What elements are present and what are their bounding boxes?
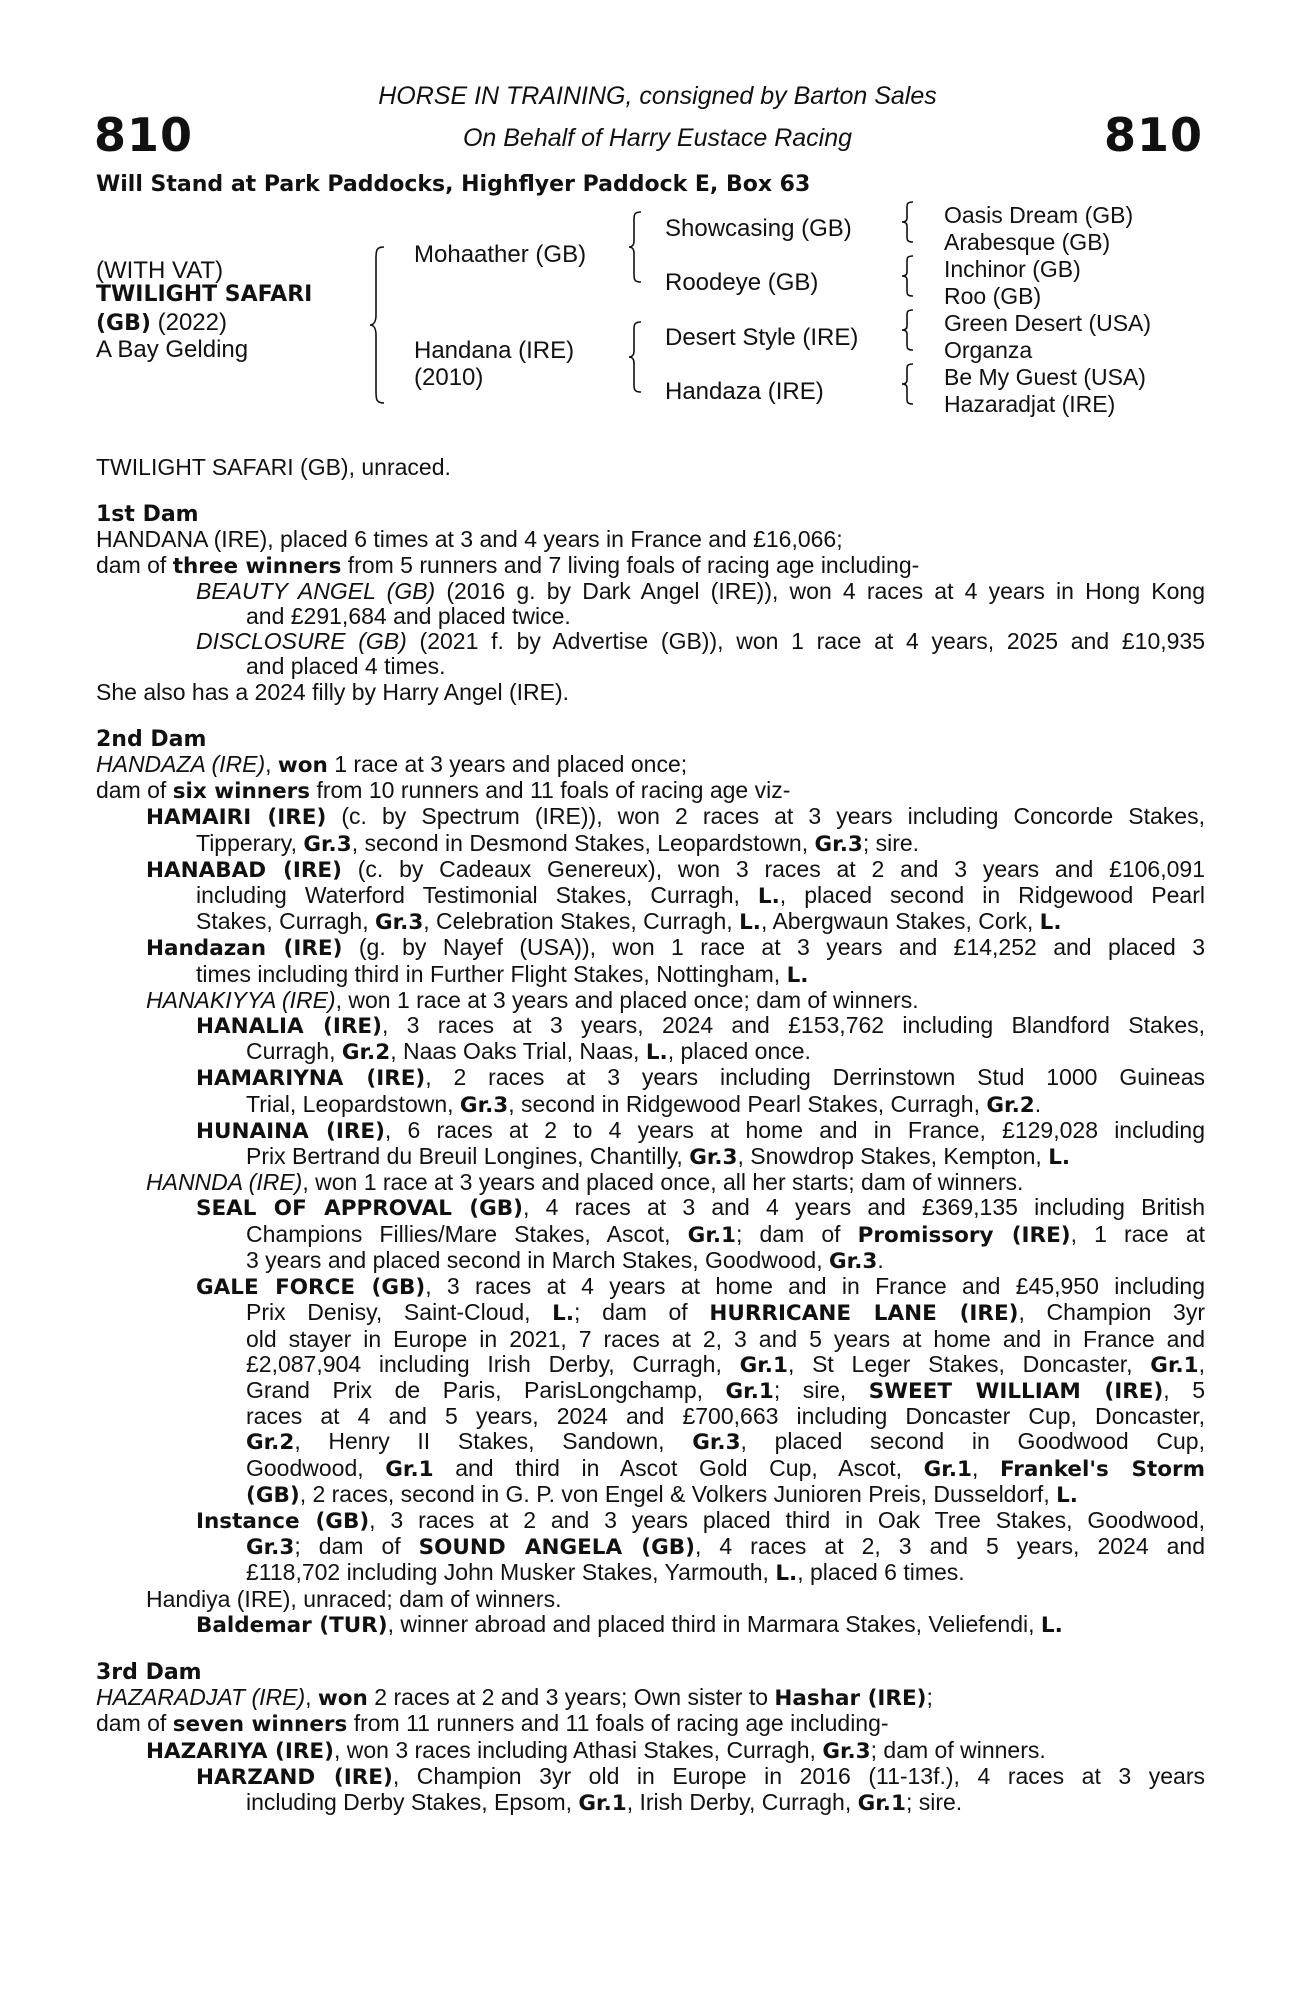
vat-label: (WITH VAT) <box>96 257 224 284</box>
horse-name: TWILIGHT SAFARI <box>96 282 313 307</box>
g3-ancestor: Roo (GB) <box>944 283 1042 309</box>
brace-dam <box>627 320 645 394</box>
produce-entry-cont: Stakes, Curragh, Gr.3, Celebration Stakes, Curragh, L., Abergwaun Stakes, Cork, L. <box>196 908 1062 936</box>
consignment-line: HORSE IN TRAINING, consigned by Barton Sales <box>378 82 937 110</box>
g3-ancestor: Green Desert (USA) <box>944 310 1152 336</box>
brace-g3-1 <box>900 200 916 244</box>
second-dam-line: dam of six winners from 10 runners and 11 foals of racing age viz- <box>96 777 791 805</box>
brace-g3-2 <box>900 254 916 298</box>
grandproduce-entry-cont: Prix Bertrand du Breuil Longines, Chantilly, Gr.3, Snowdrop Stakes, Kempton, L. <box>246 1143 1071 1171</box>
produce-entry: Handazan (IRE) (g. by Nayef (USA)), won 1 race at 3 years and £14,252 and placed 3 <box>146 934 1206 962</box>
first-dam-line: HANDANA (IRE), placed 6 times at 3 and 4 years in France and £16,066; <box>96 526 843 553</box>
grandproduce-entry: HANALIA (IRE), 3 races at 3 years, 2024 and £153,762 including Blandford Stakes, <box>196 1012 1206 1040</box>
grandproduce-entry-cont: old stayer in Europe in 2021, 7 races at 2, 3 and 5 years at home and in France and <box>246 1325 1205 1352</box>
grandproduce-entry-cont: Prix Denisy, Saint-Cloud, L.; dam of HURRICANE LANE (IRE), Champion 3yr <box>246 1299 1205 1327</box>
horse-country-year <box>96 309 227 337</box>
grandproduce-entry-cont: Goodwood, Gr.1 and third in Ascot Gold Cup, Ascot, Gr.1, Frankel's Storm <box>246 1454 1206 1482</box>
sire-sire: Showcasing (GB) <box>665 215 852 242</box>
grandproduce-entry-cont: Grand Prix de Paris, ParisLongchamp, Gr.1; sire, SWEET WILLIAM (IRE), 5 <box>246 1376 1205 1404</box>
produce-entry: HANAKIYYA (IRE), won 1 race at 3 years and placed once; dam of winners. <box>146 986 919 1013</box>
produce-entry: HAMAIRI (IRE) (c. by Spectrum (IRE)), won 2 races at 3 years including Concorde Stakes, <box>146 803 1205 831</box>
grandproduce-entry: SEAL OF APPROVAL (GB), 4 races at 3 and 4 years and £369,135 including British <box>196 1194 1205 1222</box>
grandproduce-entry: Baldemar (TUR), winner abroad and placed third in Marmara Stakes, Veliefendi, L. <box>196 1610 1063 1638</box>
g3-ancestor: Be My Guest (USA) <box>944 364 1146 390</box>
sire: Mohaather (GB) <box>414 241 587 268</box>
grandproduce-entry: Instance (GB), 3 races at 2 and 3 years placed third in Oak Tree Stakes, Goodwood, <box>196 1506 1205 1534</box>
dam: Handana (IRE) <box>414 337 575 364</box>
grandproduce-entry: GALE FORCE (GB), 3 races at 4 years at home and in France and £45,950 including <box>196 1273 1205 1301</box>
sire-dam: Roodeye (GB) <box>665 269 819 296</box>
produce-entry: HANNDA (IRE), won 1 race at 3 years and placed once, all her starts; dam of winners. <box>146 1169 1024 1196</box>
horse-description: A Bay Gelding <box>96 336 249 363</box>
grandproduce-entry-cont: races at 4 and 5 years, 2024 and £700,663 including Doncaster Cup, Doncaster, <box>246 1403 1205 1430</box>
g3-ancestor: Oasis Dream (GB) <box>944 202 1134 228</box>
g3-ancestor: Organza <box>944 337 1033 363</box>
produce-entry-cont: and £291,684 and placed twice. <box>246 603 571 630</box>
produce-entry: BEAUTY ANGEL (GB) (2016 g. by Dark Angel (IRE)), won 4 races at 4 years in Hong Kong <box>196 577 1205 604</box>
dam-dam: Handaza (IRE) <box>665 378 824 405</box>
grandproduce-entry: HUNAINA (IRE), 6 races at 2 to 4 years at home and in France, £129,028 including <box>196 1116 1205 1144</box>
grandproduce-entry-cont: £2,087,904 including Irish Derby, Curragh, Gr.1, St Leger Stakes, Doncaster, Gr.1, <box>246 1350 1205 1378</box>
horse-year: (2022) <box>150 309 227 336</box>
grandproduce-entry-cont: including Derby Stakes, Epsom, Gr.1, Irish Derby, Curragh, Gr.1; sire. <box>246 1788 963 1816</box>
grandproduce-entry-cont: £118,702 including John Musker Stakes, Yarmouth, L., placed 6 times. <box>246 1559 965 1587</box>
stand-location: Will Stand at Park Paddocks, Highflyer Paddock E, Box 63 <box>96 172 811 197</box>
grandproduce-entry-cont: Trial, Leopardstown, Gr.3, second in Ridgewood Pearl Stakes, Curragh, Gr.2. <box>246 1090 1042 1118</box>
grandproduce-entry-cont: Gr.3; dam of SOUND ANGELA (GB), 4 races at 2, 3 and 5 years, 2024 and <box>246 1533 1206 1561</box>
first-dam-line: She also has a 2024 filly by Harry Angel (IRE). <box>96 678 570 705</box>
produce-entry-cont: and placed 4 times. <box>246 653 446 680</box>
horse-country: (GB) <box>96 311 151 336</box>
intro-line: TWILIGHT SAFARI (GB), unraced. <box>96 454 451 480</box>
produce-entry: HANABAD (IRE) (c. by Cadeaux Genereux), won 3 races at 2 and 3 years and £106,091 <box>146 855 1205 883</box>
second-dam-line: HANDAZA (IRE), won 1 race at 3 years and placed once; <box>96 751 688 779</box>
lot-number-left: 810 <box>94 108 194 162</box>
brace-g3-4 <box>900 362 916 406</box>
dam-year: (2010) <box>414 364 484 391</box>
first-dam-heading: 1st Dam <box>96 502 199 528</box>
catalogue-body <box>96 455 1205 1816</box>
g3-ancestor: Inchinor (GB) <box>944 256 1081 282</box>
produce-entry-cont: Tipperary, Gr.3, second in Desmond Stakes, Leopardstown, Gr.3; sire. <box>196 829 920 857</box>
vendor-line: On Behalf of Harry Eustace Racing <box>462 124 853 152</box>
brace-generation-1 <box>368 245 388 405</box>
second-dam-heading: 2nd Dam <box>96 726 207 752</box>
produce-entry-cont: including Waterford Testimonial Stakes, Curragh, L., placed second in Ridgewood Pearl <box>196 882 1205 910</box>
third-dam-heading: 3rd Dam <box>96 1659 202 1685</box>
third-dam-line: dam of seven winners from 11 runners and 11 foals of racing age including- <box>96 1710 889 1738</box>
produce-entry-cont: times including third in Further Flight Stakes, Nottingham, L. <box>196 960 809 988</box>
g3-ancestor: Arabesque (GB) <box>944 229 1111 255</box>
lot-number-right: 810 <box>1103 108 1203 162</box>
produce-entry: DISCLOSURE (GB) (2021 f. by Advertise (GB)), won 1 race at 4 years, 2025 and £10,935 <box>196 628 1205 655</box>
grandproduce-entry: HARZAND (IRE), Champion 3yr old in Europe in 2016 (11-13f.), 4 races at 3 years <box>196 1762 1205 1790</box>
first-dam-line: dam of three winners from 5 runners and 7 living foals of racing age including- <box>96 551 920 579</box>
brace-g3-3 <box>900 308 916 352</box>
grandproduce-entry-cont: (GB), 2 races, second in G. P. von Engel & Volkers Junioren Preis, Dusseldorf, L. <box>246 1480 1078 1508</box>
grandproduce-entry-cont: Champions Fillies/Mare Stakes, Ascot, Gr.1; dam of Promissory (IRE), 1 race at <box>246 1220 1206 1248</box>
produce-entry: HAZARIYA (IRE), won 3 races including Athasi Stakes, Curragh, Gr.3; dam of winners. <box>146 1736 1046 1764</box>
produce-entry: Handiya (IRE), unraced; dam of winners. <box>146 1585 562 1612</box>
brace-sire <box>627 210 645 284</box>
grandproduce-entry-cont: Curragh, Gr.2, Naas Oaks Trial, Naas, L., placed once. <box>246 1038 811 1066</box>
grandproduce-entry: HAMARIYNA (IRE), 2 races at 3 years including Derrinstown Stud 1000 Guineas <box>196 1064 1205 1092</box>
grandproduce-entry-cont: Gr.2, Henry II Stakes, Sandown, Gr.3, placed second in Goodwood Cup, <box>246 1428 1205 1456</box>
dam-sire: Desert Style (IRE) <box>665 324 859 351</box>
g3-ancestor: Hazaradjat (IRE) <box>944 391 1116 417</box>
grandproduce-entry-cont: 3 years and placed second in March Stakes, Goodwood, Gr.3. <box>246 1246 884 1274</box>
third-dam-line: HAZARADJAT (IRE), won 2 races at 2 and 3 years; Own sister to Hashar (IRE); <box>96 1684 933 1712</box>
